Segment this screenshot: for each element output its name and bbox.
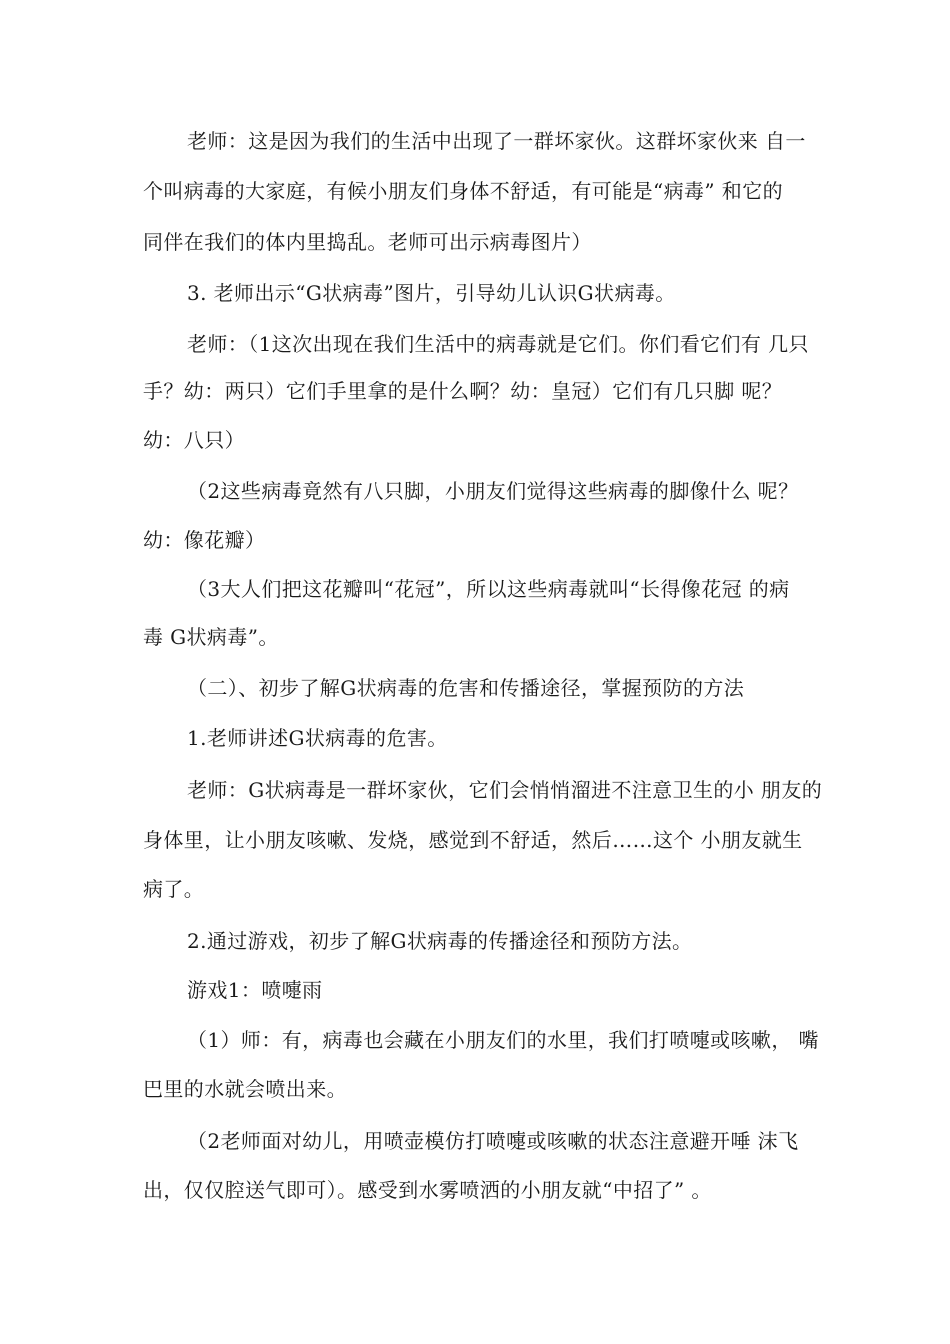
- text-line: 2.通过游戏，初步了解G状病毒的传播途径和预防方法。: [187, 929, 693, 953]
- text-line: 老师：G状病毒是一群坏家伙，它们会悄悄溜进不注意卫生的小 朋友的: [187, 778, 823, 802]
- text-line: 游戏1：喷嚏雨: [187, 978, 323, 1002]
- text-line: 病了。: [143, 877, 205, 901]
- text-line: （2老师面对幼儿，用喷壶模仿打喷嚏或咳嗽的状态注意避开唾 沫飞: [187, 1129, 799, 1153]
- section-heading: （二）、初步了解G状病毒的危害和传播途径，掌握预防的方法: [187, 676, 745, 700]
- text-line: 3. 老师出示“G状病毒”图片，引导幼儿认识G状病毒。: [187, 281, 676, 305]
- text-line: 幼：像花瓣）: [143, 528, 266, 552]
- text-line: 同伴在我们的体内里捣乱。老师可出示病毒图片）: [143, 230, 592, 254]
- text-line: 老师：这是因为我们的生活中出现了一群坏家伙。这群坏家伙来 自一: [187, 129, 806, 153]
- text-line: 巴里的水就会喷出来。: [143, 1077, 347, 1101]
- text-line: 幼：八只）: [143, 428, 245, 452]
- text-line: 个叫病毒的大家庭，有候小朋友们身体不舒适，有可能是“病毒” 和它的: [143, 179, 784, 203]
- text-line: （1）师：有，病毒也会藏在小朋友们的水里，我们打喷嚏或咳嗽， 嘴: [187, 1028, 819, 1052]
- text-line: 老师：（1这次出现在我们生活中的病毒就是它们。你们看它们有 几只: [187, 332, 809, 356]
- text-line: 出，仅仅腔送气即可）。感受到水雾喷洒的小朋友就“中招了” 。: [143, 1178, 712, 1202]
- text-line: 身体里，让小朋友咳嗽、发烧，感觉到不舒适，然后……这个 小朋友就生: [143, 828, 803, 852]
- text-line: （3大人们把这花瓣叫“花冠”，所以这些病毒就叫“长得像花冠 的病: [187, 577, 790, 601]
- text-line: 手？幼：两只）它们手里拿的是什么啊？幼：皇冠）它们有几只脚 呢？: [143, 379, 783, 403]
- text-line: 毒 G状病毒”。: [143, 625, 279, 649]
- text-line: 1.老师讲述G状病毒的危害。: [187, 726, 448, 750]
- text-line: （2这些病毒竟然有八只脚，小朋友们觉得这些病毒的脚像什么 呢？: [187, 479, 799, 503]
